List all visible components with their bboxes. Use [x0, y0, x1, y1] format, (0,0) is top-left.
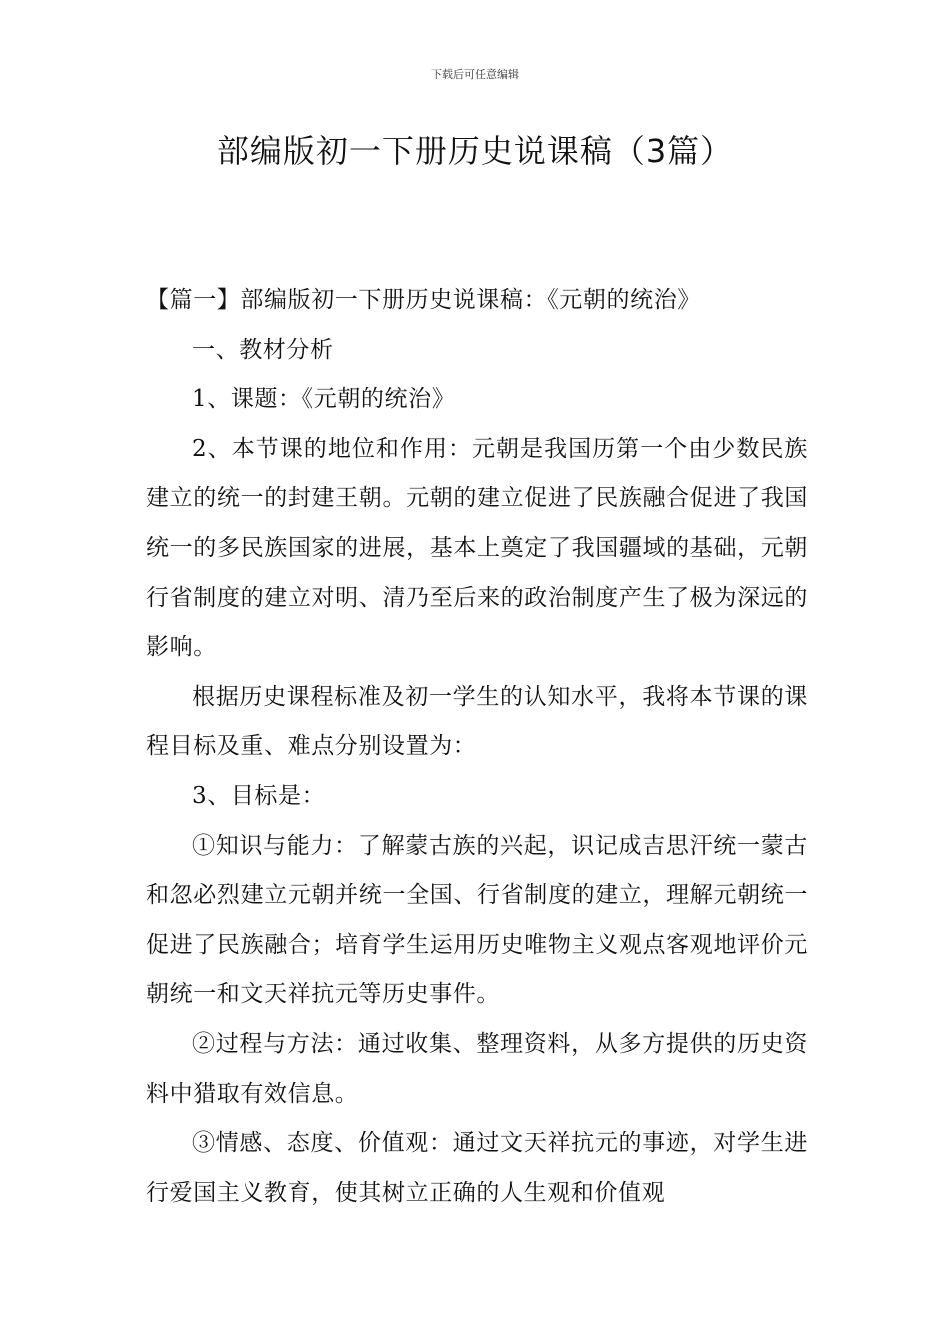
- paragraph-goals-heading: 3、目标是：: [192, 782, 326, 809]
- document-title: 部编版初一下册历史说课稿（3篇）: [216, 132, 734, 170]
- paragraph-status-and-role: 2、本节课的地位和作用：元朝是我国历第一个由少数民族建立的统一的封建王朝。元朝的建立促进了民族融合促进了我国统一的多民族国家的进展，基本上奠定了我国疆域的基础，元朝行省制度的建立对明、清乃至后来的政治制度产生了极为深远的影响。: [146, 435, 808, 661]
- page-header-note: 下载后可任意编辑: [431, 68, 519, 81]
- paragraph-material-analysis: 一、教材分析: [192, 336, 334, 363]
- section-heading: 【篇一】部编版初一下册历史说课稿：《元朝的统治》: [146, 287, 701, 313]
- document-body: [146, 276, 808, 1218]
- paragraph-process-method: ②过程与方法：通过收集、整理资料，从多方提供的历史资料中猎取有效信息。: [146, 1030, 808, 1107]
- paragraph-standards: 根据历史课程标准及初一学生的认知水平，我将本节课的课程目标及重、难点分别设置为：: [146, 683, 808, 760]
- paragraph-emotion-values: ③情感、态度、价值观：通过文天祥抗元的事迹，对学生进行爱国主义教育，使其树立正确的人生观和价值观: [146, 1130, 808, 1206]
- paragraph-topic: 1、课题：《元朝的统治》: [192, 386, 456, 413]
- paragraph-knowledge-ability: ①知识与能力：了解蒙古族的兴起，识记成吉思汗统一蒙古和忽必烈建立元朝并统一全国、行省制度的建立，理解元朝统一促进了民族融合；培育学生运用历史唯物主义观点客观地评价元朝统一和文天祥抗元等历史事件。: [146, 832, 808, 1008]
